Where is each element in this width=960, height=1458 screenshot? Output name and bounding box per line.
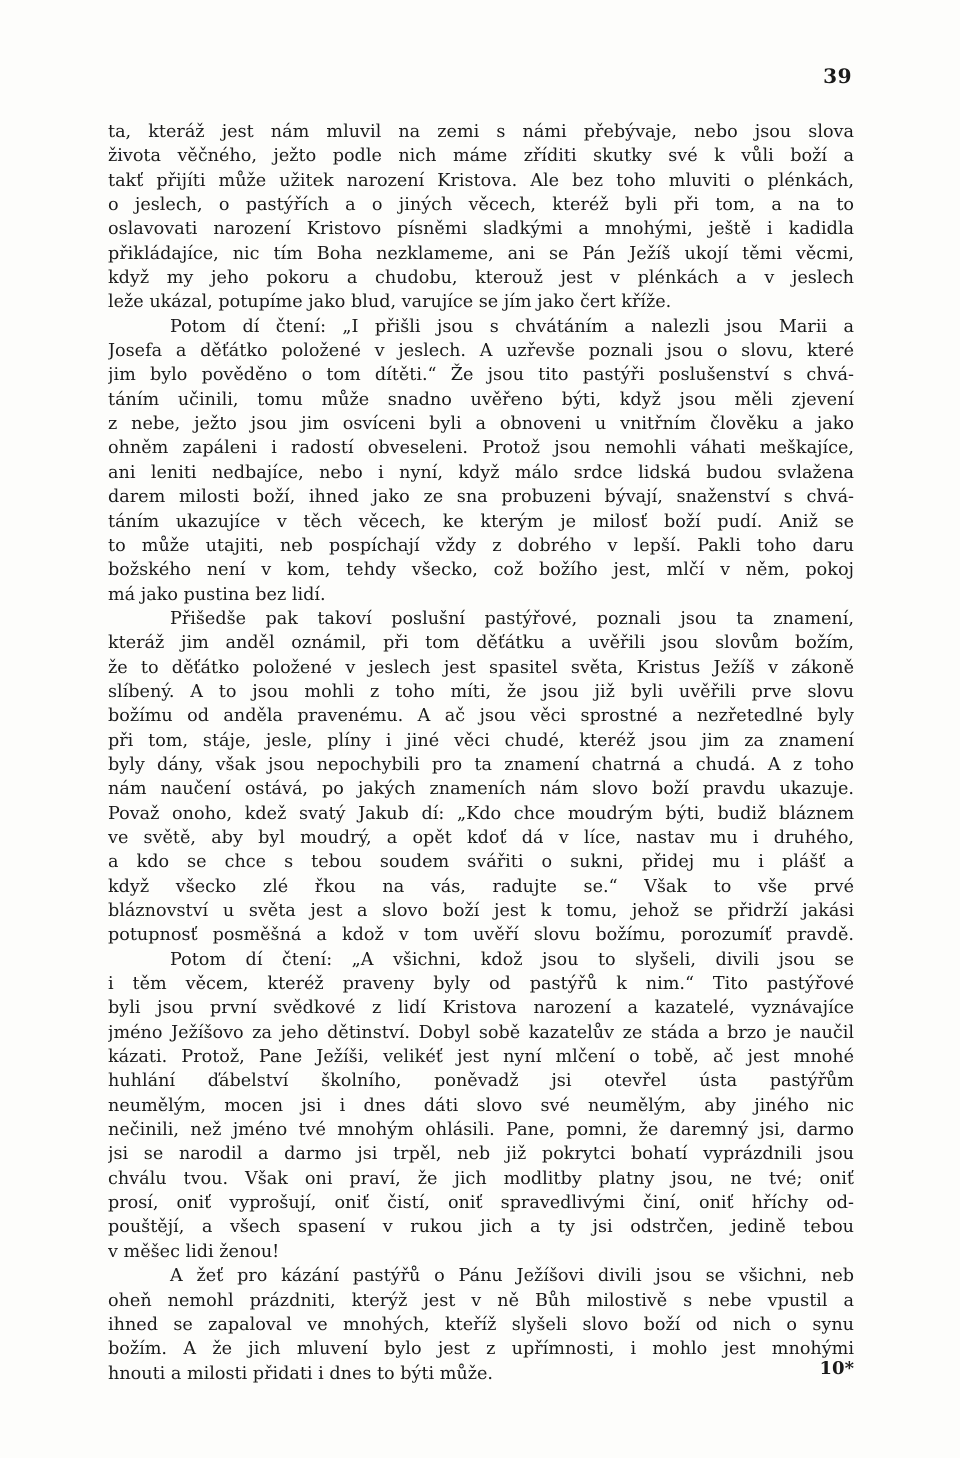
- text-line: ohněm zapáleni i radostí obveseleni. Protož jsou nemohli váhati meškajíce,: [108, 438, 854, 459]
- text-line: jim bylo pověděno o tom dítěti.“ Že jsou tito pastýři poslušenství s chvá-: [108, 365, 854, 386]
- text-line: božímu od anděla pravenému. A ač jsou věci sprostné a nezřetedlné byly: [108, 706, 854, 727]
- text-line: oheň nemohl prázdniti, kterýž jest v ně Bůh milostivě s nebe vpustil a: [108, 1290, 854, 1311]
- text-line: neumělým, mocen jsi i dnes dáti slovo své neumělým, aby jiného nic: [108, 1095, 854, 1116]
- text-line: nám naučení ostává, po jakých znameních nám slovo boží pravdu ukazuje.: [108, 779, 854, 800]
- text-line: A žeť pro kázání pastýřů o Pánu Ježíšovi divili jsou se všichni, neb: [170, 1266, 854, 1287]
- text-line: byli jsou první svědkové z lidí Kristova narození a kazatelé, vyznávajíce: [108, 998, 854, 1019]
- text-line: hnouti a milosti přidati i dnes to býti může.: [108, 1363, 494, 1384]
- text-line: ani leniti nedbajíce, nebo i nyní, když málo srdce lidská budou svlažena: [108, 462, 854, 483]
- text-line: Přišedše pak takoví poslušní pastýřové, poznali jsou ta znamení,: [170, 608, 854, 629]
- body-text: [108, 120, 854, 1386]
- text-line: přikládajíce, nic tím Boha nezklameme, ani se Pán Ježíš ukojí těmi věcmi,: [108, 243, 854, 264]
- text-line: oslavovati narození Kristovo písněmi sladkými a mnohými, ještě i kadidla: [108, 219, 854, 240]
- text-line: jsi se narodil a darmo jsi trpěl, neb již pokrytci bohatí vyprázdnili jsou: [108, 1144, 854, 1165]
- text-line: chválu tvou. Však oni praví, že jich modlitby platny jsou, ne tvé; oniť: [108, 1168, 854, 1189]
- text-line: táním učinili, tomu může snadno uvěřeno býti, když jsou měli zjevení: [108, 389, 854, 410]
- text-line: ihned se zapaloval ve mnohých, kteříž slyšeli slovo boží od nich o synu: [108, 1314, 854, 1335]
- text-line: takť přijíti může užitek narození Kristova. Ale bez toho mluviti o plénkách,: [108, 170, 854, 191]
- text-line: božím. A že jich mluvení bylo jest z upřímnosti, i mohlo jest mnohými: [108, 1339, 854, 1360]
- text-line: kteráž jim anděl oznámil, při tom děťátku a uvěřili jsou slovům božím,: [108, 633, 854, 654]
- text-line: nečinili, než jméno tvé mnohým ohlásili. Pane, pomni, že daremný jsi, darmo: [108, 1120, 854, 1141]
- text-line: má jako pustina bez lidí.: [108, 584, 326, 605]
- text-line: Potom dí čtení: „A všichni, kdož jsou to slyšeli, divili jsou se: [170, 949, 854, 970]
- text-line: pouštějí, a všech spasení v rukou jich a ty jsi odstrčen, jedině tebou: [108, 1217, 854, 1238]
- text-line: Potom dí čtení: „I přišli jsou s chvátáním a nalezli jsou Marii a: [170, 316, 854, 337]
- text-line: z nebe, ježto jsou jim osvíceni byli a obnoveni u vnitřním člověku a jako: [108, 414, 854, 435]
- text-line: v měšec lidi ženou!: [108, 1241, 280, 1262]
- text-line: byly dány, však jsou nepochybili pro ta znamení chatrná a chudá. A z toho: [108, 754, 854, 775]
- text-line: potupnosť posměšná a kdož v tom uvěří slovu božímu, porozumíť pravdě.: [108, 925, 854, 946]
- signature-mark: 10*: [819, 1358, 854, 1379]
- text-line: leže ukázal, potupíme jako blud, varujíce se jím jako čert kříže.: [108, 292, 672, 313]
- text-line: když všecko zlé řkou na vás, radujte se.“ Však to vše prvé: [108, 876, 854, 897]
- text-line: Josefa a děťátko položené v jeslech. A uzřevše poznali jsou o slovu, které: [108, 341, 854, 362]
- text-line: ta, kteráž jest nám mluvil na zemi s námi přebývaje, nebo jsou slova: [108, 122, 854, 142]
- text-line: i těm věcem, kteréž praveny byly od pastýřů k nim.“ Tito pastýřové: [108, 974, 854, 995]
- text-line: ve světě, aby byl moudrý, a opět kdoť dá v líce, nastav mu i druhého,: [108, 827, 854, 848]
- text-line: když my jeho pokoru a chudobu, kterouž jest v plénkách a v jeslech: [108, 268, 854, 289]
- text-line: to může utajiti, neb pospíchají vždy z dobrého v lepší. Pakli toho daru: [108, 535, 854, 556]
- text-line: života věčného, ježto podle nich máme zříditi skutky své k vůli boží a: [108, 146, 854, 167]
- text-line: o jeslech, o pastýřích a o jiných věcech, kteréž byli při tom, a na to: [108, 195, 854, 216]
- page-number: 39: [823, 64, 852, 88]
- text-line: táním ukazujíce v těch věcech, ke kterým je milosť boží pudí. Aniž se: [108, 511, 854, 532]
- text-line: kázati. Protož, Pane Ježíši, velikéť jest nyní mlčení o tobě, ač jest mnohé: [108, 1047, 854, 1068]
- text-line: božského není v kom, tehdy všecko, což božího jest, mlčí v něm, pokoj: [108, 560, 854, 581]
- text-line: při tom, stáje, jesle, plíny i jiné věci chudé, kteréž jsou jim za znamení: [108, 730, 854, 751]
- text-line: a kdo se chce s tebou soudem svářiti o sukni, přidej mu i plášť a: [108, 852, 854, 873]
- text-line: že to děťátko položené v jeslech jest spasitel světa, Kristus Ježíš v zákoně: [108, 657, 854, 678]
- text-line: darem milosti boží, ihned jako ze sna probuzeni bývají, snaženství s chvá-: [108, 487, 854, 508]
- text-line: Považ onoho, kdež svatý Jakub dí: „Kdo chce moudrým býti, budiž bláznem: [108, 803, 854, 824]
- text-line: slíbený. A to jsou mohli z toho míti, že jsou již byli uvěřili prve slovu: [108, 681, 854, 702]
- text-line: jméno Ježíšovo za jeho dětinství. Dobyl sobě kazatelův ze stáda a brzo je naučil: [108, 1022, 854, 1043]
- text-line: huhlání ďábelství školního, poněvadž jsi otevřel ústa pastýřům: [108, 1071, 854, 1092]
- text-line: bláznovství u světa jest a slovo boží jest k tomu, jehož se přidrží jakási: [108, 901, 854, 921]
- text-line: prosí, oniť vyprošují, oniť čistí, oniť spravedlivými činí, oniť hříchy od-: [108, 1193, 854, 1214]
